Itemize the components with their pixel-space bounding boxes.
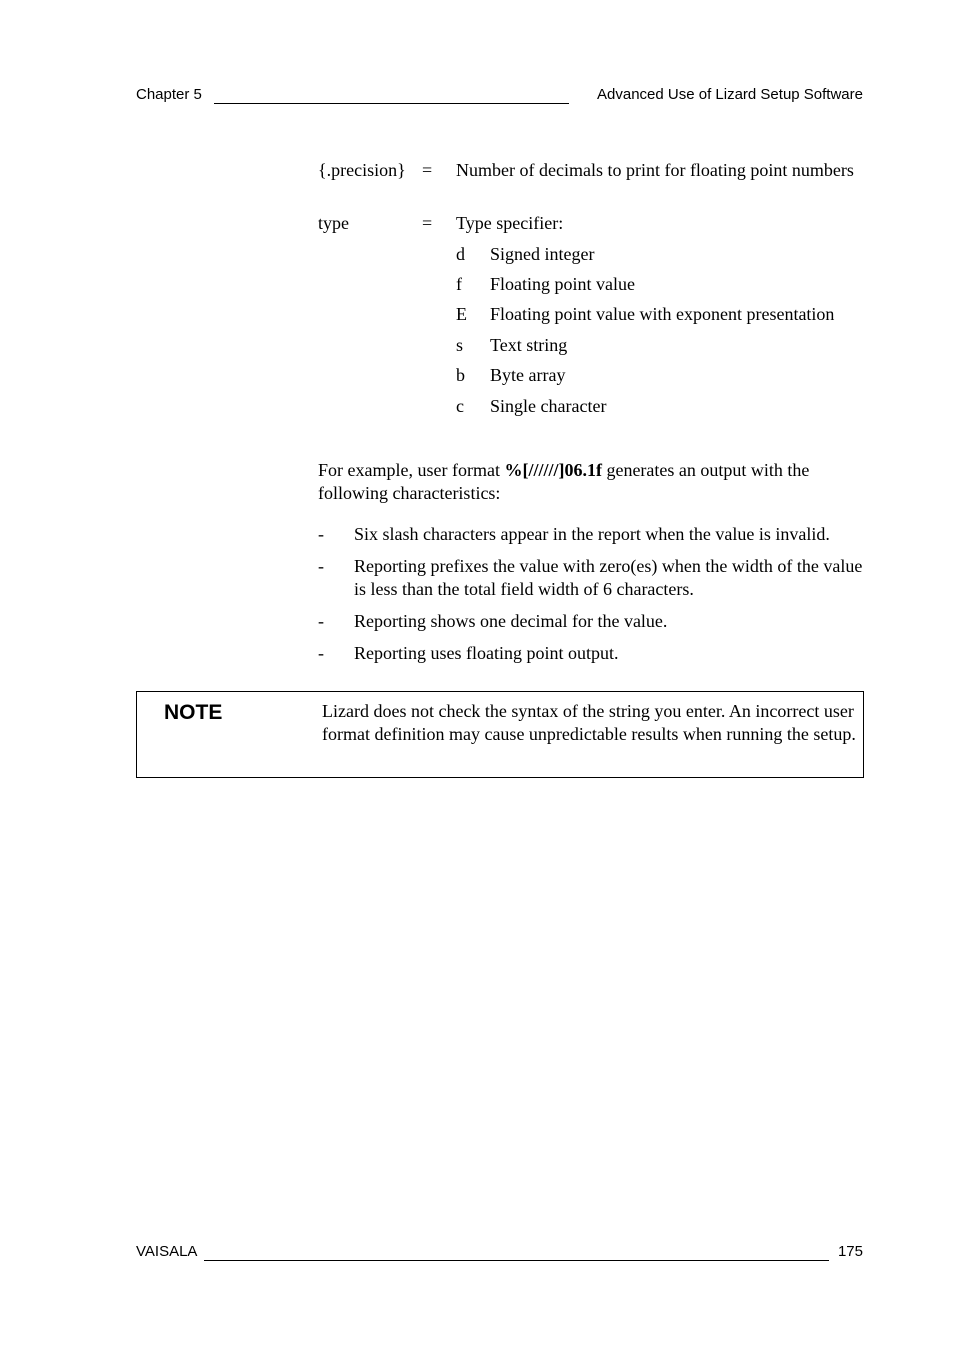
page-header — [136, 86, 863, 106]
bullet-dash: - — [318, 643, 324, 663]
chapter-label: Chapter 5 — [136, 86, 202, 103]
characteristic-text: Reporting uses floating point output. — [354, 643, 619, 663]
section-title: Advanced Use of Lizard Setup Software — [597, 86, 863, 103]
definition-description: Number of decimals to print for floating point numbers — [456, 160, 854, 180]
specifier-label: Single character — [490, 396, 607, 416]
characteristic-text: Six slash characters appear in the report when the value is invalid. — [354, 524, 830, 544]
specifier-code: f — [456, 274, 462, 294]
specifier-label: Byte array — [490, 365, 566, 385]
characteristic-text: Reporting prefixes the value with zero(es) when the width of the value is less than the total field width of 6 characters. — [354, 556, 863, 599]
definition-description: Type specifier: — [456, 213, 564, 233]
specifier-code: s — [456, 335, 464, 355]
specifier-label: Floating point value — [490, 274, 635, 294]
bullet-dash: - — [318, 524, 324, 544]
specifier-code: c — [456, 396, 464, 416]
header-rule — [214, 103, 569, 104]
definition-equals: = — [422, 160, 433, 180]
specifier-code: E — [456, 304, 467, 324]
definition-term: type — [318, 213, 349, 233]
page-footer — [136, 1243, 863, 1263]
example-paragraph — [318, 459, 863, 504]
note-box — [136, 691, 864, 778]
specifier-label: Signed integer — [490, 244, 595, 264]
note-label: NOTE — [164, 701, 223, 724]
definition-equals: = — [422, 213, 433, 233]
example-prefix: For example, user format — [318, 460, 505, 480]
specifier-code: d — [456, 244, 465, 264]
page-number: 175 — [837, 1243, 863, 1260]
specifier-label: Text string — [490, 335, 568, 355]
footer-rule — [204, 1260, 829, 1261]
example-suffix: generates an output with the following characteristics: — [318, 460, 810, 503]
note-text: Lizard does not check the syntax of the string you enter. An incorrect user format definition may cause unpredictable results when running the setup. — [322, 701, 856, 744]
company-name: VAISALA — [136, 1243, 198, 1260]
specifier-label: Floating point value with exponent presentation — [490, 304, 835, 324]
bullet-dash: - — [318, 556, 324, 576]
specifier-code: b — [456, 365, 465, 385]
definition-term: {.precision} — [318, 160, 406, 180]
bullet-dash: - — [318, 611, 324, 631]
characteristic-text: Reporting shows one decimal for the value. — [354, 611, 668, 631]
example-format-string: %[//////]06.1f — [504, 460, 602, 480]
